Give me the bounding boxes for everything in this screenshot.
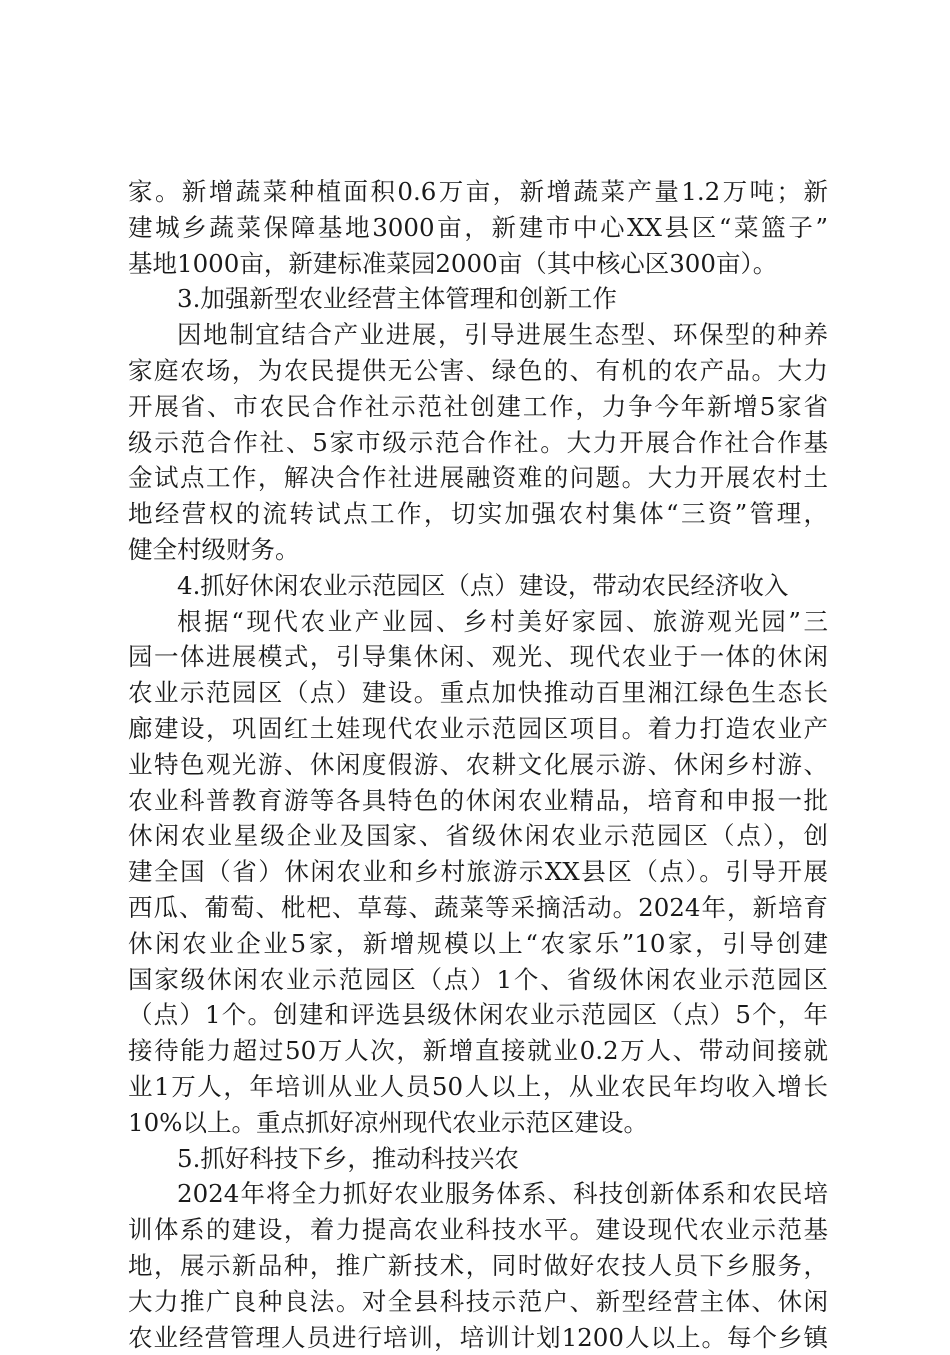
text-line: 4.抓好休闲农业示范园区（点）建设，带动农民经济收入 [128,568,828,604]
text-line: 5.抓好科技下乡，推动科技兴农 [128,1141,828,1177]
text-line: 接待能力超过50万人次，新增直接就业0.2万人、带动间接就 [128,1033,828,1069]
text-line: 10%以上。重点抓好凉州现代农业示范区建设。 [128,1105,828,1141]
text-line: 农业示范园区（点）建设。重点加快推动百里湘江绿色生态长 [128,675,828,711]
text-line: 金试点工作，解决合作社进展融资难的问题。大力开展农村土 [128,460,828,496]
text-line: 国家级休闲农业示范园区（点）1个、省级休闲农业示范园区 [128,962,828,998]
text-line: 家庭农场，为农民提供无公害、绿色的、有机的农产品。大力 [128,353,828,389]
text-line: 农业经营管理人员进行培训，培训计划1200人以上。每个乡镇 [128,1320,828,1355]
text-line: 建城乡蔬菜保障基地3000亩，新建市中心XX县区“菜篮子” [128,210,828,246]
text-line: 2024年将全力抓好农业服务体系、科技创新体系和农民培 [128,1176,828,1212]
text-line: 休闲农业企业5家，新增规模以上“农家乐”10家，引导创建 [128,926,828,962]
text-line: 西瓜、葡萄、枇杷、草莓、蔬菜等采摘活动。2024年，新培育 [128,890,828,926]
text-line: 大力推广良种良法。对全县科技示范户、新型经营主体、休闲 [128,1284,828,1320]
text-line: 训体系的建设，着力提高农业科技水平。建设现代农业示范基 [128,1212,828,1248]
text-line: 地经营权的流转试点工作，切实加强农村集体“三资”管理， [128,496,828,532]
text-line: 地，展示新品种，推广新技术，同时做好农技人员下乡服务， [128,1248,828,1284]
text-line: 休闲农业星级企业及国家、省级休闲农业示范园区（点），创 [128,818,828,854]
text-line: 家。新增蔬菜种植面积0.6万亩，新增蔬菜产量1.2万吨；新 [128,174,828,210]
text-line: 业1万人，年培训从业人员50人以上，从业农民年均收入增长 [128,1069,828,1105]
text-line: （点）1个。创建和评选县级休闲农业示范园区（点）5个，年 [128,997,828,1033]
text-line: 开展省、市农民合作社示范社创建工作，力争今年新增5家省 [128,389,828,425]
text-line: 园一体进展模式，引导集休闲、观光、现代农业于一体的休闲 [128,639,828,675]
text-line: 级示范合作社、5家市级示范合作社。大力开展合作社合作基 [128,425,828,461]
text-line: 业特色观光游、休闲度假游、农耕文化展示游、休闲乡村游、 [128,747,828,783]
text-line: 建全国（省）休闲农业和乡村旅游示XX县区（点）。引导开展 [128,854,828,890]
text-line: 基地1000亩，新建标准菜园2000亩（其中核心区300亩）。 [128,246,828,282]
document-body [128,174,828,1355]
text-line: 廊建设，巩固红土娃现代农业示范园区项目。着力打造农业产 [128,711,828,747]
text-line: 3.加强新型农业经营主体管理和创新工作 [128,281,828,317]
text-line: 农业科普教育游等各具特色的休闲农业精品，培育和申报一批 [128,783,828,819]
text-line: 因地制宜结合产业进展，引导进展生态型、环保型的种养 [128,317,828,353]
text-line: 根据“现代农业产业园、乡村美好家园、旅游观光园”三 [128,604,828,640]
text-line: 健全村级财务。 [128,532,828,568]
